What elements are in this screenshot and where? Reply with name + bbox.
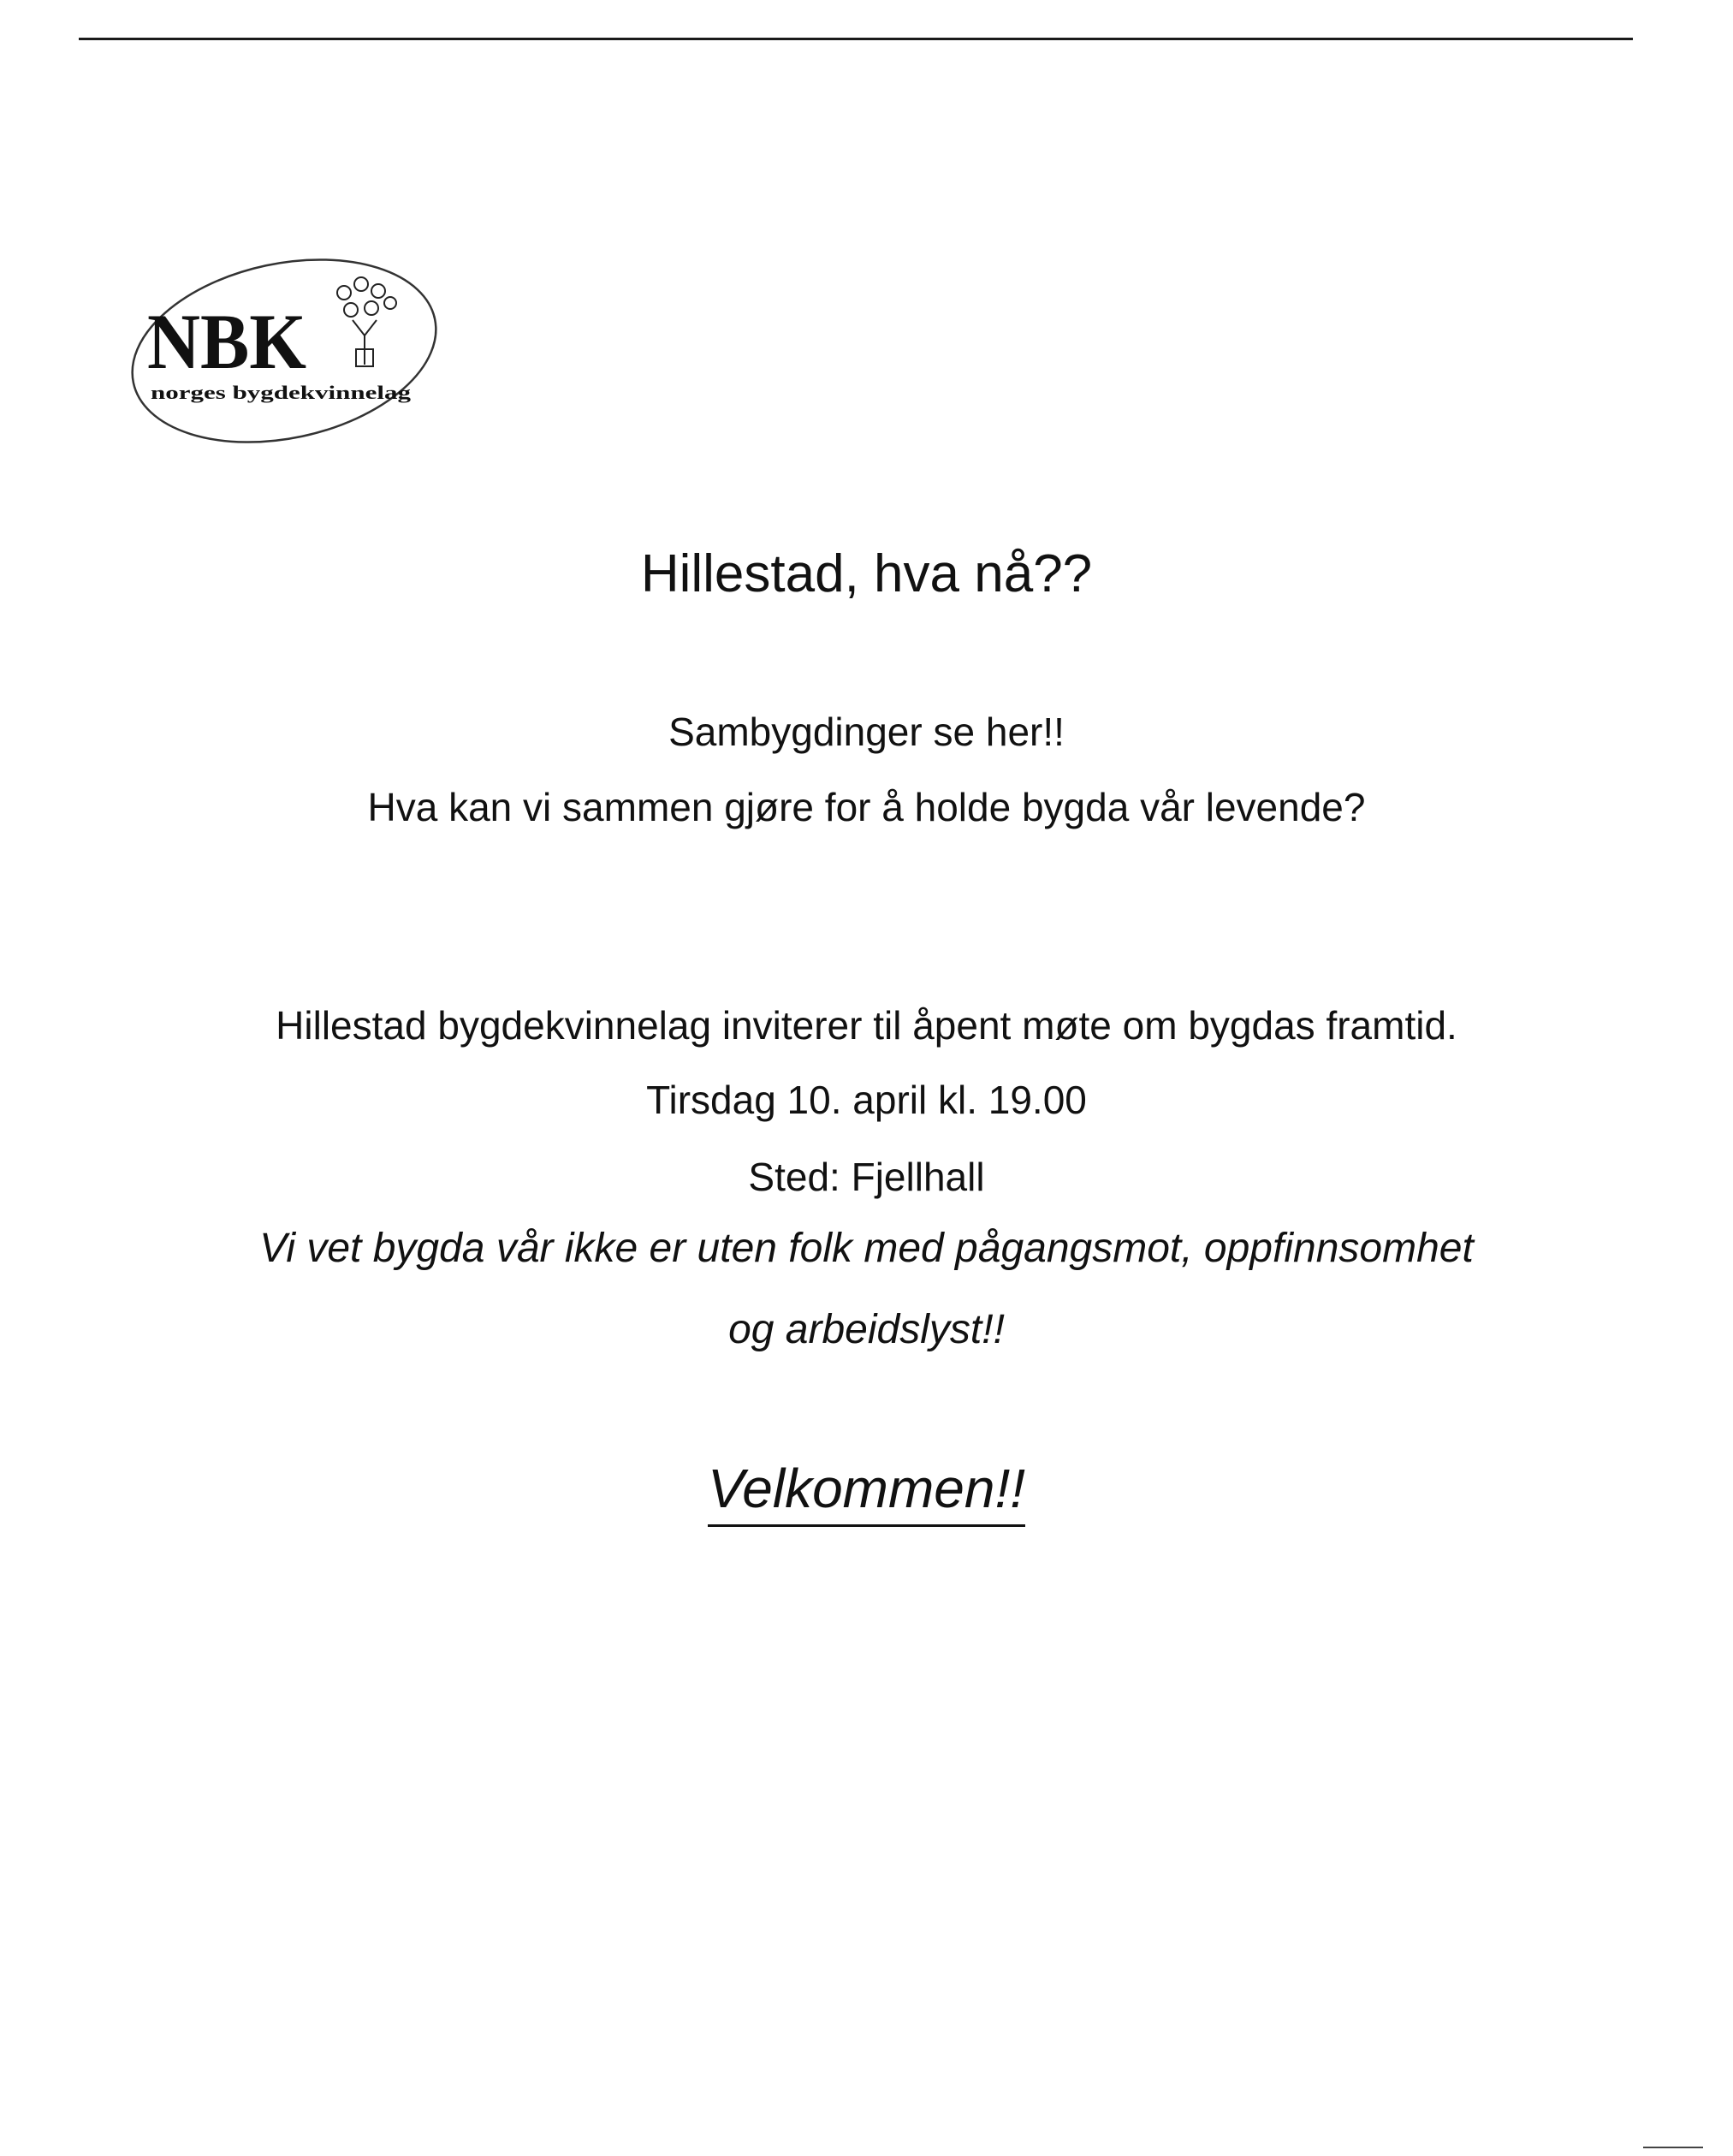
logo-initials: NBK xyxy=(147,298,306,385)
intro-line-1: Sambygdinger se her!! xyxy=(668,710,1065,754)
top-rule xyxy=(79,38,1633,40)
invitation-text: Hillestad bygdekvinnelag inviterer til åpent møte om bygdas framtid. xyxy=(276,1003,1457,1048)
motto-line-2: og arbeidslyst!! xyxy=(728,1307,1005,1352)
wheat-sheaf-icon xyxy=(337,277,396,366)
meeting-date: Tirsdag 10. april kl. 19.00 xyxy=(646,1078,1087,1122)
intro-line-2: Hva kan vi sammen gjøre for å holde bygda vår levende? xyxy=(367,785,1366,829)
welcome-heading xyxy=(0,1458,1733,1527)
scan-mark xyxy=(1643,2147,1703,2148)
welcome-text: Velkommen!! xyxy=(708,1461,1025,1527)
nbk-logo xyxy=(120,248,454,454)
motto-line-1: Vi vet bygda vår ikke er uten folk med pågangsmot, oppfinnsomhet xyxy=(259,1226,1474,1271)
page-title: Hillestad, hva nå?? xyxy=(640,544,1093,603)
meeting-place: Sted: Fjellhall xyxy=(748,1155,985,1199)
logo-org-name: norges bygdekvinnelag xyxy=(151,382,411,403)
